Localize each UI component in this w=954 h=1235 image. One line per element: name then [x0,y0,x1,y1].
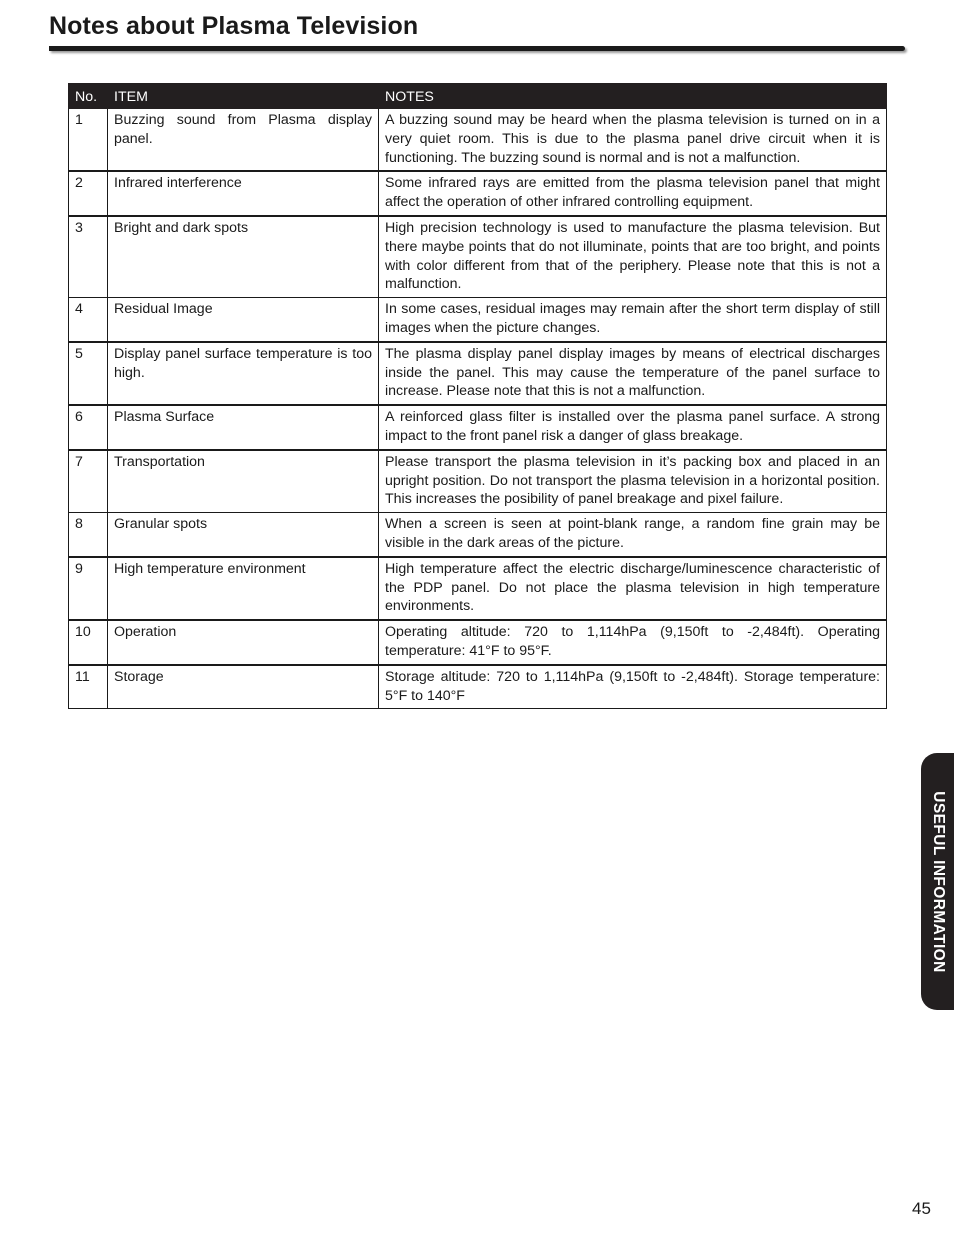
table-row [69,665,887,709]
row-item: Plasma Surface [108,405,379,450]
row-item: Transportation [108,450,379,513]
row-number: 1 [69,109,108,172]
row-item: Buzzing sound from Plasma display panel. [108,109,379,172]
row-item: High temperature environment [108,557,379,620]
table-row [69,405,887,450]
table-row [69,342,887,405]
row-notes: When a screen is seen at point-blank range, a random fine grain may be visible in the dark areas of the picture. [379,513,887,557]
row-notes: Please transport the plasma television in it’s packing box and placed in an upright position. Do not transport the plasma television in a horizontal position. This increases the posibility of panel breakage and pixel failure. [379,450,887,513]
table-body [69,109,887,709]
table-row [69,513,887,557]
title-underline [49,46,905,51]
row-number: 9 [69,557,108,620]
row-notes: A reinforced glass filter is installed over the plasma panel surface. A strong impact to the front panel risk a danger of glass breakage. [379,405,887,450]
table-row [69,171,887,216]
table-row [69,450,887,513]
table-row [69,216,887,298]
row-notes: In some cases, residual images may remain after the short term display of still images when the picture changes. [379,298,887,342]
row-number: 8 [69,513,108,557]
table-row [69,298,887,342]
notes-table [68,83,887,709]
row-number: 10 [69,620,108,665]
row-notes: Storage altitude: 720 to 1,114hPa (9,150ft to -2,484ft). Storage temperature: 5°F to 140°F [379,665,887,709]
table-header [69,84,887,109]
row-notes: The plasma display panel display images by means of electrical discharges inside the panel. This may cause the temperature of the panel surface to increase. Please note that this is not a malfunction. [379,342,887,405]
row-number: 5 [69,342,108,405]
row-number: 11 [69,665,108,709]
page-title: Notes about Plasma Television [49,12,419,40]
row-number: 3 [69,216,108,298]
row-number: 4 [69,298,108,342]
row-notes: A buzzing sound may be heard when the plasma television is turned on in a very quiet room. This is due to the plasma panel drive circuit when it is functioning. The buzzing sound is normal and is not a malfunction. [379,109,887,172]
row-item: Granular spots [108,513,379,557]
row-number: 7 [69,450,108,513]
row-item: Infrared interference [108,171,379,216]
header-notes: NOTES [379,84,887,109]
header-item: ITEM [108,84,379,109]
row-notes: Operating altitude: 720 to 1,114hPa (9,150ft to -2,484ft). Operating temperature: 41°F to 95°F. [379,620,887,665]
row-notes: High precision technology is used to manufacture the plasma television. But there maybe points that do not illuminate, points that are too bright, and points with color different from that of the periphery. Please note that this is not a malfunction. [379,216,887,298]
row-notes: Some infrared rays are emitted from the plasma television panel that might affect the operation of other infrared controlling equipment. [379,171,887,216]
row-item: Residual Image [108,298,379,342]
row-item: Display panel surface temperature is too high. [108,342,379,405]
header-row [69,84,887,109]
table-row [69,557,887,620]
row-number: 6 [69,405,108,450]
table-row [69,620,887,665]
side-tab-label: USEFUL INFORMATION [929,790,947,973]
row-notes: High temperature affect the electric discharge/luminescence characteristic of the PDP panel. Do not place the plasma television in high temperature environments. [379,557,887,620]
table-row [69,109,887,172]
section-side-tab [921,753,954,1010]
row-item: Operation [108,620,379,665]
page-number: 45 [912,1199,931,1218]
row-item: Bright and dark spots [108,216,379,298]
row-number: 2 [69,171,108,216]
row-item: Storage [108,665,379,709]
header-no: No. [69,84,108,109]
